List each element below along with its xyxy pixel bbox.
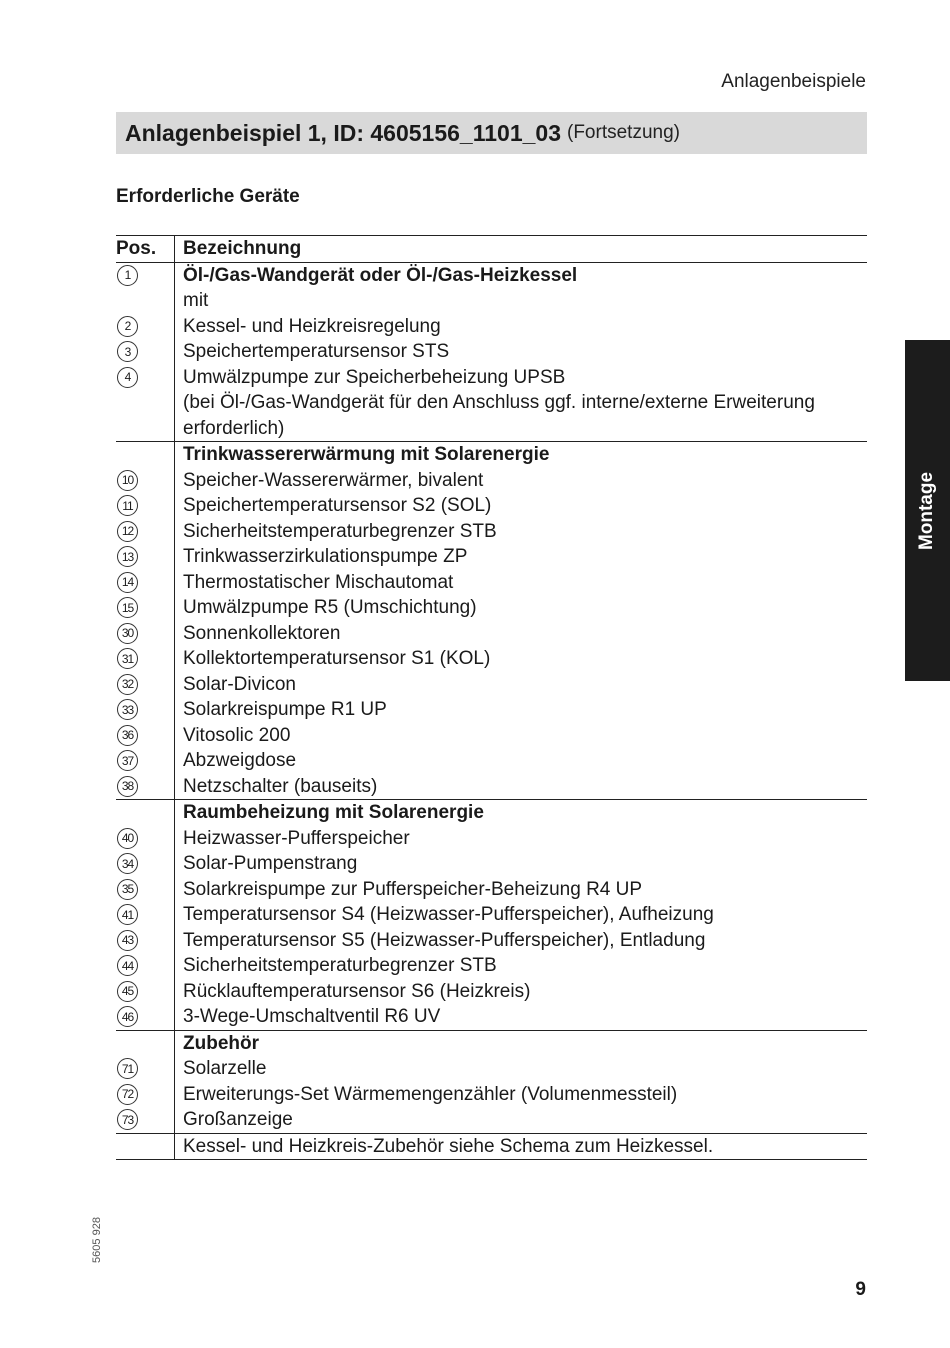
table-row [116, 570, 867, 596]
equipment-table [116, 235, 867, 1160]
table-row [116, 646, 867, 672]
description-cell: mit [183, 290, 209, 312]
description-cell: Sonnenkollektoren [183, 622, 341, 644]
description-cell: Solar-Divicon [183, 673, 296, 695]
position-number-badge: 12 [117, 521, 138, 542]
pos-cell [116, 646, 175, 672]
table-row [116, 953, 867, 979]
pos-cell [116, 902, 175, 928]
table-group-row [116, 441, 867, 468]
table-row [116, 621, 867, 647]
group-heading: Öl-/Gas-Wandgerät oder Öl-/Gas-Heizkessel [183, 264, 578, 286]
table-row [116, 902, 867, 928]
pos-cell [116, 1031, 175, 1057]
table-row [116, 1082, 867, 1108]
position-number-badge: 3 [117, 341, 138, 362]
pos-cell [116, 570, 175, 596]
description-cell: Sicherheitstemperaturbegrenzer STB [183, 955, 497, 977]
description-cell: Thermostatischer Mischautomat [183, 571, 454, 593]
description-cell: Kollektortemperatursensor S1 (KOL) [183, 648, 491, 670]
table-row [116, 544, 867, 570]
table-row [116, 774, 867, 800]
description-cell: Speichertemperatursensor S2 (SOL) [183, 495, 492, 517]
pos-cell [116, 390, 175, 416]
position-number-badge: 4 [117, 367, 138, 388]
position-number-badge: 36 [117, 725, 138, 746]
pos-cell [116, 1056, 175, 1082]
pos-cell [116, 1107, 175, 1133]
pos-cell [116, 800, 175, 826]
table-body [116, 263, 867, 1160]
position-number-badge: 2 [117, 316, 138, 337]
table-row [116, 928, 867, 954]
table-row [116, 314, 867, 340]
description-cell: 3-Wege-Umschaltventil R6 UV [183, 1006, 441, 1028]
pos-cell [116, 365, 175, 391]
table-row [116, 851, 867, 877]
description-cell: Umwälzpumpe R5 (Umschichtung) [183, 597, 477, 619]
description-cell: Solarzelle [183, 1058, 267, 1080]
pos-cell [116, 723, 175, 749]
section-header: Anlagenbeispiele [721, 71, 866, 92]
position-number-badge: 30 [117, 623, 138, 644]
description-cell: Abzweigdose [183, 750, 297, 772]
pos-cell [116, 288, 175, 314]
description-cell: Umwälzpumpe zur Speicherbeheizung UPSB [183, 366, 566, 388]
position-number-badge: 46 [117, 1006, 138, 1027]
description-cell: Speichertemperatursensor STS [183, 341, 450, 363]
description-cell: Vitosolic 200 [183, 724, 291, 746]
pos-cell [116, 826, 175, 852]
table-row [116, 416, 867, 442]
pos-cell [116, 493, 175, 519]
description-cell: Solar-Pumpenstrang [183, 853, 358, 875]
pos-cell [116, 544, 175, 570]
position-number-badge: 15 [117, 597, 138, 618]
pos-cell [116, 748, 175, 774]
table-row [116, 1107, 867, 1133]
pos-cell [116, 314, 175, 340]
position-number-badge: 31 [117, 648, 138, 669]
pos-cell [116, 697, 175, 723]
description-cell: Sicherheitstemperaturbegrenzer STB [183, 520, 497, 542]
position-number-badge: 73 [117, 1109, 138, 1130]
description-cell: (bei Öl-/Gas-Wandgerät für den Anschluss ggf. interne/externe Erweiterung [183, 392, 815, 414]
position-number-badge: 72 [117, 1084, 138, 1105]
position-number-badge: 40 [117, 828, 138, 849]
description-cell: Heizwasser-Pufferspeicher [183, 827, 410, 849]
table-row [116, 390, 867, 416]
pos-cell [116, 519, 175, 545]
table-row [116, 1133, 867, 1160]
pos-cell [116, 979, 175, 1005]
document-number: 5605 928 [91, 1217, 103, 1263]
position-number-badge: 37 [117, 750, 138, 771]
pos-cell [116, 595, 175, 621]
position-number-badge: 44 [117, 955, 138, 976]
description-cell: Speicher-Wassererwärmer, bivalent [183, 469, 484, 491]
position-number-badge: 71 [117, 1058, 138, 1079]
position-number-badge: 13 [117, 546, 138, 567]
table-row [116, 468, 867, 494]
table-row [116, 493, 867, 519]
page-title: Anlagenbeispiel 1, ID: 4605156_1101_03 [125, 119, 561, 146]
description-cell: Rücklauftemperatursensor S6 (Heizkreis) [183, 980, 531, 1002]
table-row [116, 877, 867, 903]
table-row [116, 1004, 867, 1030]
description-cell: Erweiterungs-Set Wärmemengenzähler (Volumenmessteil) [183, 1083, 678, 1105]
position-number-badge: 34 [117, 853, 138, 874]
description-cell: Trinkwasserzirkulationspumpe ZP [183, 546, 468, 568]
table-group-row [116, 799, 867, 826]
header-pos: Pos. [116, 237, 157, 259]
position-number-badge: 33 [117, 699, 138, 720]
position-number-badge: 1 [117, 265, 138, 286]
pos-cell [116, 953, 175, 979]
description-cell: Solarkreispumpe R1 UP [183, 699, 387, 721]
table-row [116, 339, 867, 365]
description-cell: Temperatursensor S4 (Heizwasser-Pufferspeicher), Aufheizung [183, 904, 714, 926]
pos-cell [116, 263, 175, 289]
position-number-badge: 11 [117, 495, 138, 516]
table-row [116, 365, 867, 391]
pos-cell [116, 672, 175, 698]
group-heading: Trinkwassererwärmung mit Solarenergie [183, 444, 550, 466]
table-row [116, 697, 867, 723]
group-heading: Raumbeheizung mit Solarenergie [183, 802, 484, 824]
subheading: Erforderliche Geräte [116, 186, 300, 207]
position-number-badge: 41 [117, 904, 138, 925]
description-cell: Kessel- und Heizkreis-Zubehör siehe Schema zum Heizkessel. [183, 1135, 714, 1157]
table-group-row [116, 1030, 867, 1057]
header-desc: Bezeichnung [183, 238, 302, 260]
table-row [116, 672, 867, 698]
page-title-suffix: (Fortsetzung) [567, 122, 680, 143]
description-cell: erforderlich) [183, 417, 285, 439]
pos-cell [116, 1134, 175, 1160]
description-cell: Netzschalter (bauseits) [183, 775, 378, 797]
table-row [116, 519, 867, 545]
title-bar [116, 112, 867, 154]
pos-cell [116, 1082, 175, 1108]
table-row [116, 1056, 867, 1082]
position-number-badge: 14 [117, 572, 138, 593]
table-row [116, 748, 867, 774]
position-number-badge: 35 [117, 879, 138, 900]
position-number-badge: 32 [117, 674, 138, 695]
pos-cell [116, 877, 175, 903]
table-header-row [116, 236, 867, 263]
table-row [116, 723, 867, 749]
table-row [116, 595, 867, 621]
pos-cell [116, 416, 175, 442]
pos-cell [116, 1004, 175, 1030]
description-cell: Kessel- und Heizkreisregelung [183, 315, 441, 337]
pos-cell [116, 339, 175, 365]
position-number-badge: 10 [117, 470, 138, 491]
page-number: 9 [855, 1279, 866, 1300]
pos-cell [116, 774, 175, 800]
table-row [116, 288, 867, 314]
group-heading: Zubehör [183, 1032, 259, 1054]
table-row [116, 979, 867, 1005]
description-cell: Solarkreispumpe zur Pufferspeicher-Beheizung R4 UP [183, 878, 643, 900]
position-number-badge: 38 [117, 776, 138, 797]
pos-cell [116, 851, 175, 877]
pos-cell [116, 468, 175, 494]
position-number-badge: 45 [117, 981, 138, 1002]
description-cell: Temperatursensor S5 (Heizwasser-Pufferspeicher), Entladung [183, 929, 706, 951]
position-number-badge: 43 [117, 930, 138, 951]
table-row [116, 263, 867, 289]
description-cell: Großanzeige [183, 1109, 293, 1131]
header-pos-cell [116, 236, 175, 262]
pos-cell [116, 621, 175, 647]
pos-cell [116, 442, 175, 468]
side-tab [905, 340, 950, 681]
table-row [116, 826, 867, 852]
side-tab-label: Montage [916, 471, 938, 550]
pos-cell [116, 928, 175, 954]
